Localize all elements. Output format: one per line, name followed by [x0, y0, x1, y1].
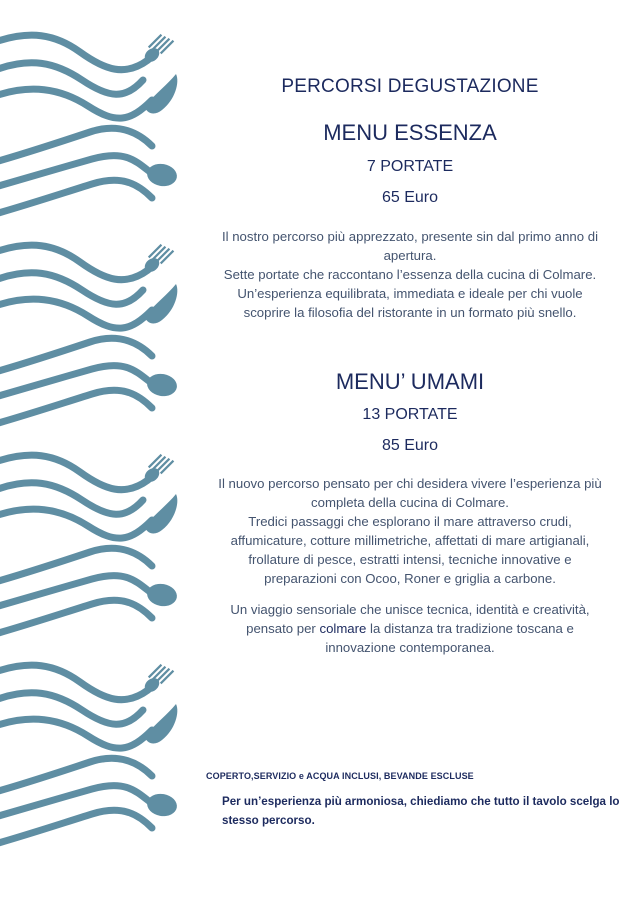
description-line: Il nostro percorso più apprezzato, presente sin dal primo anno di	[221, 229, 599, 244]
description-line: affumicature, cotture millimetriche, affettati di mare artigianali,	[230, 533, 590, 548]
description-line: frollature di pesce, estratti intensi, tecniche innovative e	[248, 552, 572, 567]
menu-essenza-title: MENU ESSENZA	[323, 120, 497, 145]
menu-essenza-price: 65 Euro	[381, 189, 439, 206]
description-line: Tredici passaggi che esplorano il mare attraverso crudi,	[248, 514, 572, 529]
inclusions-note: COPERTO,SERVIZIO e ACQUA INCLUSI, BEVANDE ESCLUSE	[206, 771, 474, 781]
cutlery-wave-tile	[0, 22, 190, 232]
cutlery-wave-tile	[0, 652, 190, 862]
request-line: stesso percorso.	[222, 814, 315, 827]
closing-line	[200, 619, 620, 638]
description-line: scoprire la filosofia del ristorante in un formato più snello.	[243, 305, 577, 320]
menu-essenza-courses: 7 PORTATE	[366, 158, 454, 175]
closing-line: Un viaggio sensoriale che unisce tecnica, identità e creatività,	[230, 602, 590, 617]
menu-umami-price: 85 Euro	[381, 437, 439, 454]
cutlery-wave-decoration	[0, 0, 190, 905]
cutlery-wave-tile	[0, 232, 190, 442]
closing-text: la distanza tra tradizione toscana e	[366, 621, 574, 636]
menu-essenza-description	[200, 227, 620, 322]
menu-umami-courses: 13 PORTATE	[362, 406, 458, 423]
description-line: Sette portate che raccontano l’essenza della cucina di Colmare.	[223, 267, 597, 282]
request-line: Per un’esperienza più armoniosa, chiediamo che tutto il tavolo scelga lo	[222, 795, 620, 808]
description-line: Il nuovo percorso pensato per chi desidera vivere l’esperienza più	[218, 476, 602, 491]
menu-umami-closing	[200, 600, 620, 657]
closing-text: pensato per	[246, 621, 320, 636]
cutlery-wave-tile	[0, 442, 190, 652]
table-request-note	[222, 792, 622, 830]
description-line: apertura.	[383, 248, 437, 263]
menu-umami-title: MENU’ UMAMI	[335, 369, 485, 394]
page-title: PERCORSI DEGUSTAZIONE	[281, 76, 539, 97]
description-line: Un’esperienza equilibrata, immediata e ideale per chi vuole	[237, 286, 583, 301]
description-line: preparazioni con Ocoo, Roner e griglia a carbone.	[264, 571, 556, 586]
description-line: completa della cucina di Colmare.	[311, 495, 509, 510]
closing-line: innovazione contemporanea.	[325, 640, 495, 655]
menu-umami-description	[200, 474, 620, 588]
colmare-highlight: colmare	[319, 621, 367, 636]
